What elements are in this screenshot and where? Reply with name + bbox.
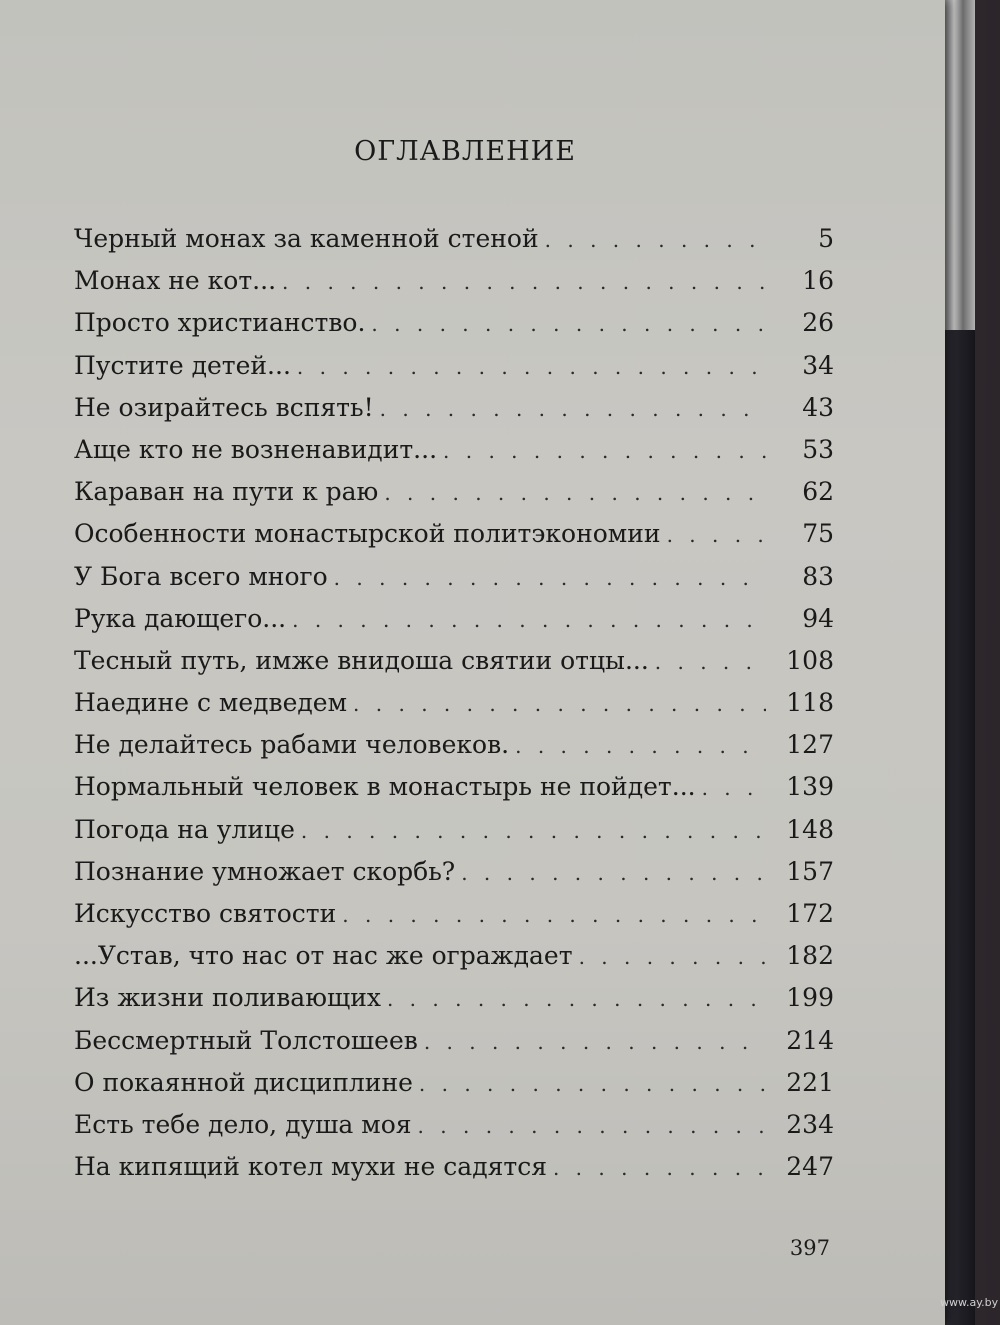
toc-entry bbox=[74, 562, 834, 604]
dot-leader bbox=[443, 439, 766, 463]
toc-entry-title: О покаянной дисциплине bbox=[74, 1067, 413, 1097]
toc-entry-title: Аще кто не возненавидит... bbox=[74, 434, 438, 464]
toc-entry-page: 62 bbox=[802, 477, 834, 507]
toc-entry bbox=[74, 519, 834, 561]
toc-entry-page: 26 bbox=[802, 308, 834, 338]
toc-entry-title: Не делайтесь рабами человеков. bbox=[74, 730, 510, 760]
dot-leader bbox=[353, 692, 766, 716]
toc-entry-page: 53 bbox=[802, 434, 834, 464]
toc-entry-page: 16 bbox=[802, 266, 834, 296]
page-number: 397 bbox=[789, 1236, 830, 1260]
toc-entry bbox=[74, 266, 834, 308]
dot-leader bbox=[579, 945, 766, 969]
toc-heading: ОГЛАВЛЕНИЕ bbox=[354, 136, 576, 167]
cover-foil-edge bbox=[945, 0, 975, 330]
dot-leader bbox=[418, 1114, 766, 1138]
toc-entry-title: Из жизни поливающих bbox=[74, 983, 381, 1013]
site-watermark: www.ay.by bbox=[940, 1296, 999, 1309]
toc-entry-page: 139 bbox=[786, 772, 834, 802]
dot-leader bbox=[334, 566, 766, 590]
toc-entry bbox=[74, 604, 834, 646]
toc-entry-title: Не озирайтесь вспять! bbox=[74, 392, 374, 422]
toc-entry bbox=[74, 1068, 834, 1110]
dot-leader bbox=[387, 987, 766, 1011]
toc-entry-page: 234 bbox=[786, 1109, 834, 1139]
toc-entry-page: 127 bbox=[786, 730, 834, 760]
toc-entry bbox=[74, 1026, 834, 1068]
toc-entry bbox=[74, 688, 834, 730]
toc-entry bbox=[74, 941, 834, 983]
toc-entry bbox=[74, 857, 834, 899]
dot-leader bbox=[292, 608, 766, 632]
toc-entry-title: Наедине с медведем bbox=[74, 688, 348, 718]
dot-leader bbox=[384, 481, 766, 505]
dot-leader bbox=[380, 397, 766, 421]
dot-leader bbox=[282, 270, 766, 294]
toc-entry bbox=[74, 899, 834, 941]
toc-entry-title: Познание умножает скорбь? bbox=[74, 856, 456, 886]
toc-entry-page: 214 bbox=[786, 1025, 834, 1055]
toc-entry bbox=[74, 351, 834, 393]
toc-entry-page: 172 bbox=[786, 899, 834, 928]
toc-entry-title: Погода на улице bbox=[74, 814, 295, 844]
dot-leader bbox=[545, 228, 766, 252]
toc-entry-page: 75 bbox=[802, 519, 834, 549]
dot-leader bbox=[461, 861, 766, 885]
toc-entry-page: 157 bbox=[786, 856, 834, 886]
toc-entry-title: Монах не кот... bbox=[74, 266, 277, 296]
toc-list bbox=[74, 224, 834, 1194]
toc-entry-title: Рука дающего... bbox=[74, 603, 287, 633]
toc-entry-title: Тесный путь, имже внидоша святии отцы... bbox=[74, 645, 649, 675]
toc-entry-page: 34 bbox=[802, 350, 834, 380]
dot-leader bbox=[371, 312, 766, 336]
dot-leader bbox=[655, 650, 766, 674]
toc-entry-title: ...Устав, что нас от нас же ограждает bbox=[74, 941, 573, 971]
toc-entry-page: 148 bbox=[786, 814, 834, 844]
toc-entry bbox=[74, 983, 834, 1025]
dot-leader bbox=[553, 1156, 766, 1180]
toc-entry bbox=[74, 1152, 834, 1194]
toc-entry bbox=[74, 435, 834, 477]
toc-entry bbox=[74, 1110, 834, 1152]
dot-leader bbox=[424, 1030, 766, 1054]
toc-entry-page: 199 bbox=[786, 983, 834, 1013]
dot-leader bbox=[342, 903, 766, 927]
toc-entry-page: 118 bbox=[786, 688, 834, 718]
toc-entry-title: Черный монах за каменной стеной bbox=[74, 224, 539, 253]
toc-entry-title: У Бога всего много bbox=[74, 561, 328, 591]
toc-entry-page: 182 bbox=[786, 941, 834, 971]
toc-entry bbox=[74, 393, 834, 435]
dot-leader bbox=[297, 355, 766, 379]
dot-leader bbox=[515, 734, 766, 758]
toc-entry bbox=[74, 730, 834, 772]
dot-leader bbox=[419, 1072, 766, 1096]
toc-entry-title: Нормальный человек в монастырь не пойдет... bbox=[74, 772, 696, 802]
toc-entry bbox=[74, 772, 834, 814]
toc-entry bbox=[74, 308, 834, 350]
toc-entry bbox=[74, 477, 834, 519]
toc-entry-title: Особенности монастырской политэкономии bbox=[74, 519, 661, 549]
toc-entry bbox=[74, 815, 834, 857]
toc-entry-title: Искусство святости bbox=[74, 899, 337, 928]
toc-entry-title: Есть тебе дело, душа моя bbox=[74, 1109, 412, 1139]
dot-leader bbox=[301, 819, 766, 843]
toc-entry-title: На кипящий котел мухи не садятся bbox=[74, 1152, 547, 1182]
toc-entry-page: 247 bbox=[786, 1152, 834, 1182]
toc-entry bbox=[74, 646, 834, 688]
toc-entry-page: 108 bbox=[786, 645, 834, 675]
toc-entry-title: Караван на пути к раю bbox=[74, 477, 379, 507]
toc-entry-page: 94 bbox=[802, 603, 834, 633]
dot-leader bbox=[667, 523, 766, 547]
toc-entry-title: Пустите детей... bbox=[74, 350, 291, 380]
toc-entry-page: 5 bbox=[818, 224, 834, 253]
toc-entry-page: 83 bbox=[802, 561, 834, 591]
toc-entry bbox=[74, 224, 834, 266]
toc-entry-page: 43 bbox=[802, 392, 834, 422]
toc-entry-page: 221 bbox=[786, 1067, 834, 1097]
toc-entry-title: Бессмертный Толстошеев bbox=[74, 1025, 418, 1055]
dot-leader bbox=[702, 776, 766, 800]
toc-entry-title: Просто христианство. bbox=[74, 308, 366, 338]
